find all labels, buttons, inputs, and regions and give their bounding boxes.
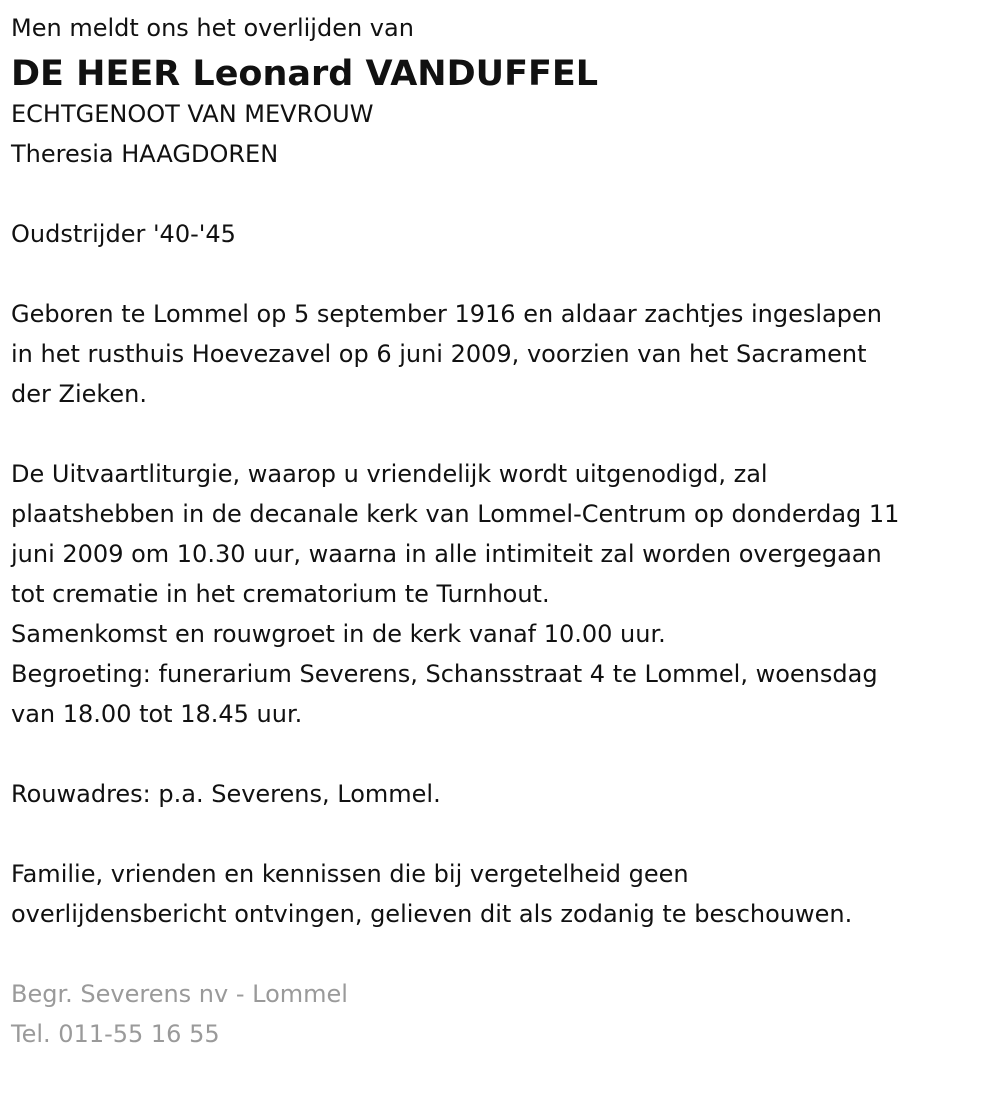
family-note-paragraph [11, 854, 990, 934]
birth-death-line: der Zieken. [11, 380, 148, 408]
funeral-line: De Uitvaartliturgie, waarop u vriendelijk wordt uitgenodigd, zal [11, 460, 768, 488]
funeral-line: van 18.00 tot 18.45 uur. [11, 700, 303, 728]
funeral-line: tot crematie in het crematorium te Turnhout. [11, 580, 550, 608]
spacer [11, 174, 990, 214]
spacer [11, 734, 990, 774]
funeral-line: Begroeting: funerarium Severens, Schansstraat 4 te Lommel, woensdag [11, 660, 878, 688]
undertaker-phone: Tel. 011-55 16 55 [11, 1020, 220, 1048]
funeral-line: juni 2009 om 10.30 uur, waarna in alle intimiteit zal worden overgegaan [11, 540, 882, 568]
veteran-status: Oudstrijder '40-'45 [11, 220, 236, 248]
birth-death-line: in het rusthuis Hoevezavel op 6 juni 2009, voorzien van het Sacrament [11, 340, 867, 368]
family-note-line: Familie, vrienden en kennissen die bij vergetelheid geen [11, 860, 689, 888]
undertaker-name: Begr. Severens nv - Lommel [11, 980, 348, 1008]
spouse-name: Theresia HAAGDOREN [11, 140, 279, 168]
spacer [11, 414, 990, 454]
deceased-name: DE HEER Leonard VANDUFFEL [11, 54, 599, 94]
spacer [11, 814, 990, 854]
spacer [11, 254, 990, 294]
birth-death-paragraph [11, 294, 990, 414]
funeral-line: Samenkomst en rouwgroet in de kerk vanaf 10.00 uur. [11, 620, 666, 648]
birth-death-line: Geboren te Lommel op 5 september 1916 en aldaar zachtjes ingeslapen [11, 300, 882, 328]
spacer [11, 934, 990, 974]
spouse-title: ECHTGENOOT VAN MEVROUW [11, 100, 374, 128]
intro-text: Men meldt ons het overlijden van [11, 14, 414, 42]
family-note-line: overlijdensbericht ontvingen, gelieven dit als zodanig te beschouwen. [11, 900, 853, 928]
footer [11, 974, 990, 1054]
funeral-line: plaatshebben in de decanale kerk van Lommel-Centrum op donderdag 11 [11, 500, 900, 528]
mourning-address: Rouwadres: p.a. Severens, Lommel. [11, 780, 441, 808]
funeral-paragraph [11, 454, 990, 734]
